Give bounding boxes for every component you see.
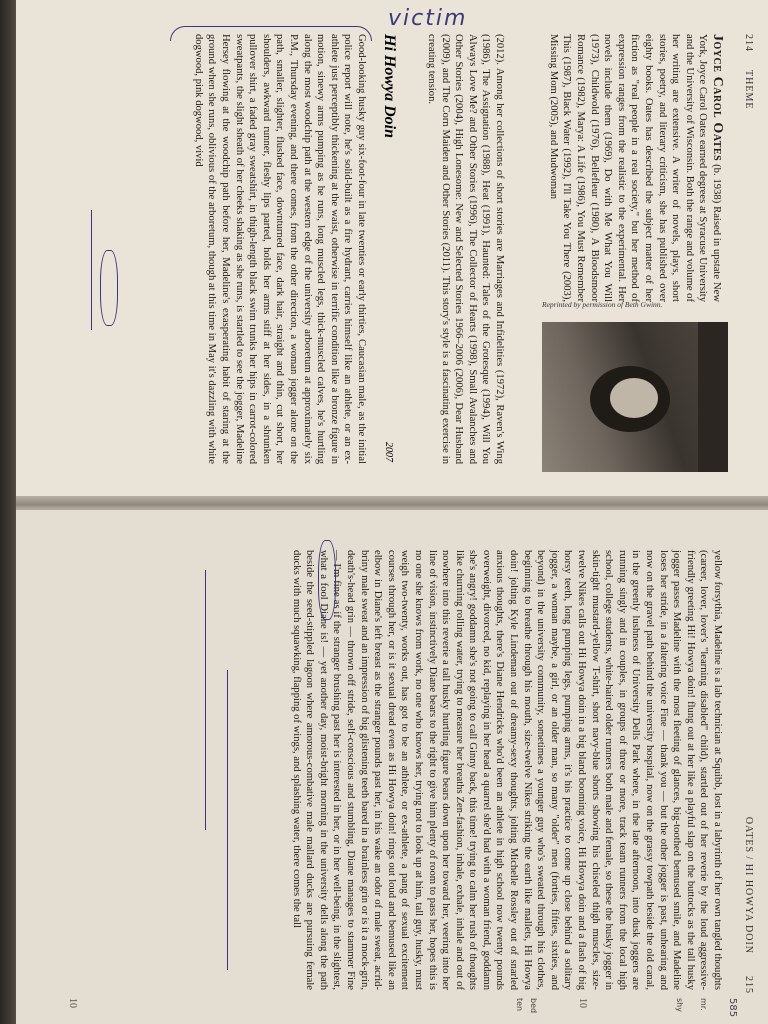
book-spread: [16, 0, 768, 1024]
handwritten-annotation: victim: [388, 6, 468, 31]
margin-note: ten: [515, 998, 524, 1012]
bio-text: Raised in upstate New York, Joyce Carol Oates earned degrees at Syracuse University and the University of Wisconsin. Both the range and volume of her writing are extensive. A writer of novels, plays, short stories, poetry, and literary criticism, she has published over eighty books. Oates has described the subject matter of her fiction as "real people in a real society," but her method of expression ranges from the realistic to the experimental. Her novels include them (1969), Do with Me What You Will (1973), Childwold (1976), Bellefleur (1980), A Bloodsmoor Romance (1982), Marya: A Life (1986), You Must Remember This (1987), Black Water (1992), I'll Take You There (2003), Missing Mom (2005), and Mudwoman: [547, 34, 722, 302]
photo-credit: Reprinted by permission of Beth Gwinn.: [542, 300, 663, 309]
bio-continued: (2012). Among her collections of short stories are Marriages and Infidelities (1972), Raven's Wing (1986), The Assignation (1988), Heat (1991), Haunted: Tales of the Grotesque (1994), Will You Always Love Me? and Other Stories (1996), The Collector of Hearts (1998), Small Avalanches and Other Stories (2004), High Lonesome: New and Selected Stories 1966–2006 (2006), Dear Husband (2009), and The Corn Maiden and Other Stories (2011). This story's style is a fascinating exercise in creating tension.: [426, 34, 505, 464]
page-number-left: 214: [743, 34, 754, 52]
circled-name: [100, 250, 118, 326]
photo-face: [610, 378, 658, 418]
story-text-left: Good-looking husky guy six-foot-four in late twenties or early thirties, Caucasian male, as the initial police report will note, he's solid-built as a fire hydrant, carries himself like an athlete, or an ex-athlete just perceptibly thickening at the waist, otherwise in terrific condition like a bronze figure in motion, sinewy arms pumping as he runs, long muscled legs, thick-muscled calves, he's hurtling along the most woodchip path at the western edge of the university arboretum at approximately six P.M., Thursday evening, and there comes, from the other direction, a woman jogger alone on the path, smaller, slighter, flushed face, downturned face, dark hair, straight and thin, cut short, her shoulders, awkward runner, fleshy lips parted, holds her arms stiff at her sides, in a shrunken pullover shirt, a faded gray sweatshirt, in thigh-length black swim trunks her hips in carrot-colored sweatpants, the slight sheath of her cheeks shaking as she runs, is startled to see the jogger, Madeline Hersey flowing at the woodchip path before her, Madeline's exasperating habit of staring at the ground when she runs, oblivious of the arboretum, though at this time in May it's dazzling with white dogwood, pink dogwood, vivid: [192, 34, 367, 464]
author-bio: [546, 34, 724, 302]
underline-mark: [91, 210, 92, 330]
underline-mark-right-2: [205, 570, 206, 830]
circled-name-diane: [318, 540, 336, 620]
author-name: Joyce Carol Oates: [710, 34, 725, 162]
line-number: 10: [67, 998, 78, 1008]
underline-mark-right: [227, 670, 228, 970]
story-year: 2007: [383, 442, 394, 462]
photo-bookshelf: [698, 322, 728, 472]
line-number: 10: [577, 998, 588, 1008]
running-head-left: THEME: [743, 70, 754, 110]
story-title: Hi Howya Doin: [381, 34, 398, 139]
margin-note: shy: [675, 998, 684, 1012]
page-number-right: 215: [743, 976, 754, 994]
margin-note: bed: [529, 998, 538, 1014]
running-head-right: OATES / HI HOWYA DOIN: [743, 816, 754, 954]
story-text-right: yellow forsythia, Madeline is a lab technician at Squibb, lost in a labyrinth of her own tangled thoughts (career, lover, lover's "learning disabled" child), startled out of her reverie by the loud aggressive-friendly greeting Hi! Howya doin! flung out at her like a playful slap on the buttocks as the tall husky jogger passes Madeline with the most fleeting of glances, big-toothed bemused smile, and Madeline loses her stride, in a faltering voice Fine — thank you — but the other jogger is past, unhearing and now on the gravel path behind the university hospital, now on the grassy towpath beside the old canal, in the greenly lushness of University Dells Park where, in the late afternoon, into dusk joggers are running singly and in couples, in groups of three or more, track team runners from the local high school, college students, white-haired older runners both male and female, so these the husky jogger in skin-tight mustard-yellow T-shirt, short navy-blue shorts showing his chiseled thigh muscles, size-twelve Nikes calls out Hi Howya doin in a big bland booming voice, Hi Howya doin and a flash of big horsy teeth, long pumping legs, pumping arms, it's his practice to come up close behind a solitary jogger, a woman maybe, a girl, or an older man, so many "older" men (forties, fifties, sixties, and beyond) in the university community, sometimes a younger guy who's sweated through his clothes, beginning to breathe through his mouth, size-twelve Nikes striking the earth like mallets, Hi Howya doin! jolting Kyle Lindeman out of dreamy-sexy thoughts, jolting Michelle Rossley out of snarled anxious thoughts, there's Diane Hendricks who'd been an athlete in high school now twenty pounds overweight, divorced, no kid, replaying in her head a quarrel she'd had with a woman friend, goddamn she's angry! goddamn she's not going to call Ginny back, this time! trying to calm her rush of thoughts like churning rolling water, trying to measure her breaths Zen-fashion, inhale, exhale, inhale and out of nowhere into this reverie a tall husky hurtling figure bears down upon her toward her, veering into her line of vision, instinctively Diane bears to the right to give him plenty of room to pass her, hopes this is no one she knows from work, no one who knows her, trying not to look up at him, tall guy, husky, must weigh two-twenty, works out, has got to be an athlete, or ex-athlete, a pang of sexual excitement courses through her, or is it sexual dread even as Hi Howya doin! rings out loud and bemused like an elbow in Diane's left breast as the stranger pounds past her, in his wake an odor of male sweat, acrid-briny male sweat and an impression of big glistening teeth bared in a brainless grin or is it a mock-grin, death's-head grin — thrown off stride, self-conscious and stumbling, Diane manages to stammer Fine — I'm fine as if the stranger brushing past her is interested in her, or in her well-being, in the slightest, what a fool Diane is! — yet another day, moist-bright morning in the university dells along the path beside the seed-stippled lagoon where amorous-combative male mallard ducks are pursuing female ducks with much squawking, flapping of wings, and splashing water, there comes the tall: [290, 550, 723, 990]
author-dates: (b. 1938): [711, 164, 722, 204]
margin-note: mr.: [699, 998, 708, 1011]
left-page: [16, 0, 768, 500]
margin-bracket: [170, 26, 372, 41]
right-page: [16, 510, 768, 1024]
margin-note: 585: [727, 998, 738, 1018]
author-photo: [542, 322, 728, 472]
